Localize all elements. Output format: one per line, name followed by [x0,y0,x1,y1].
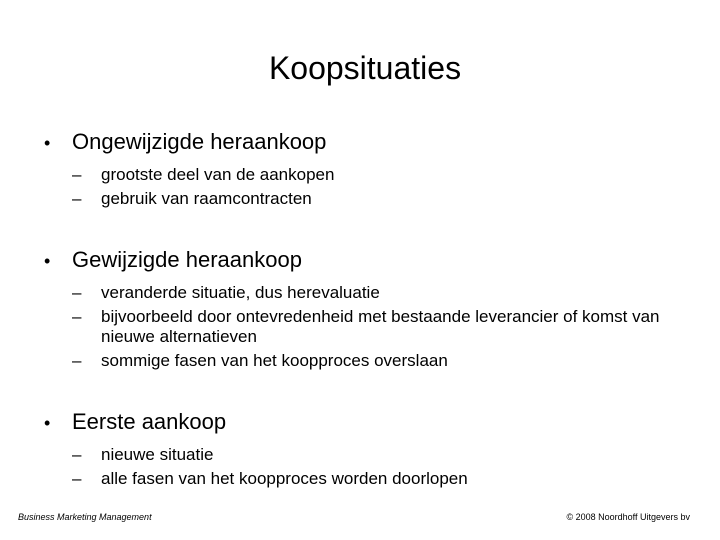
sub-item [44,307,684,347]
bullet-ongewijzigde-heraankoop [44,128,684,213]
dash-icon: – [72,165,82,184]
sub-item [44,283,684,303]
dash-icon: – [72,189,82,208]
sub-item-text: nieuwe situatie [101,445,214,464]
footer-copyright: © 2008 Noordhoff Uitgevers bv [566,512,690,522]
dash-icon: – [72,307,82,326]
footer-course-title: Business Marketing Management [18,512,152,522]
sub-item-text: bijvoorbeeld door ontevredenheid met bestaande leverancier of komst van nieuwe alternatieven [101,307,660,346]
sub-item-text: sommige fasen van het koopproces overslaan [101,351,448,370]
bullet-label: Gewijzigde heraankoop [72,247,302,272]
sub-item-text: grootste deel van de aankopen [101,165,335,184]
sub-list [44,165,684,209]
bullet-label: Eerste aankoop [72,409,227,434]
bullet-label: Ongewijzigde heraankoop [72,129,327,154]
dash-icon: – [72,445,82,464]
bullet-dot-icon: • [44,251,51,271]
sub-item-text: gebruik van raamcontracten [101,189,312,208]
dash-icon: – [72,283,82,302]
bullet-dot-icon: • [44,133,51,153]
bullet-heading [44,246,684,275]
bullet-heading [44,408,684,437]
dash-icon: – [72,351,82,370]
bullet-dot-icon: • [44,413,51,433]
sub-item [44,189,684,209]
sub-list [44,283,684,371]
sub-item [44,165,684,185]
sub-item-text: veranderde situatie, dus herevaluatie [101,283,380,302]
sub-item [44,445,684,465]
slide-title: Koopsituaties [268,50,462,86]
sub-list [44,445,684,489]
bullet-gewijzigde-heraankoop [44,246,684,375]
bullet-eerste-aankoop [44,408,684,493]
dash-icon: – [72,469,82,488]
bullet-heading [44,128,684,157]
sub-item-text: alle fasen van het koopproces worden doorlopen [101,469,468,488]
sub-item [44,351,684,371]
sub-item [44,469,684,489]
